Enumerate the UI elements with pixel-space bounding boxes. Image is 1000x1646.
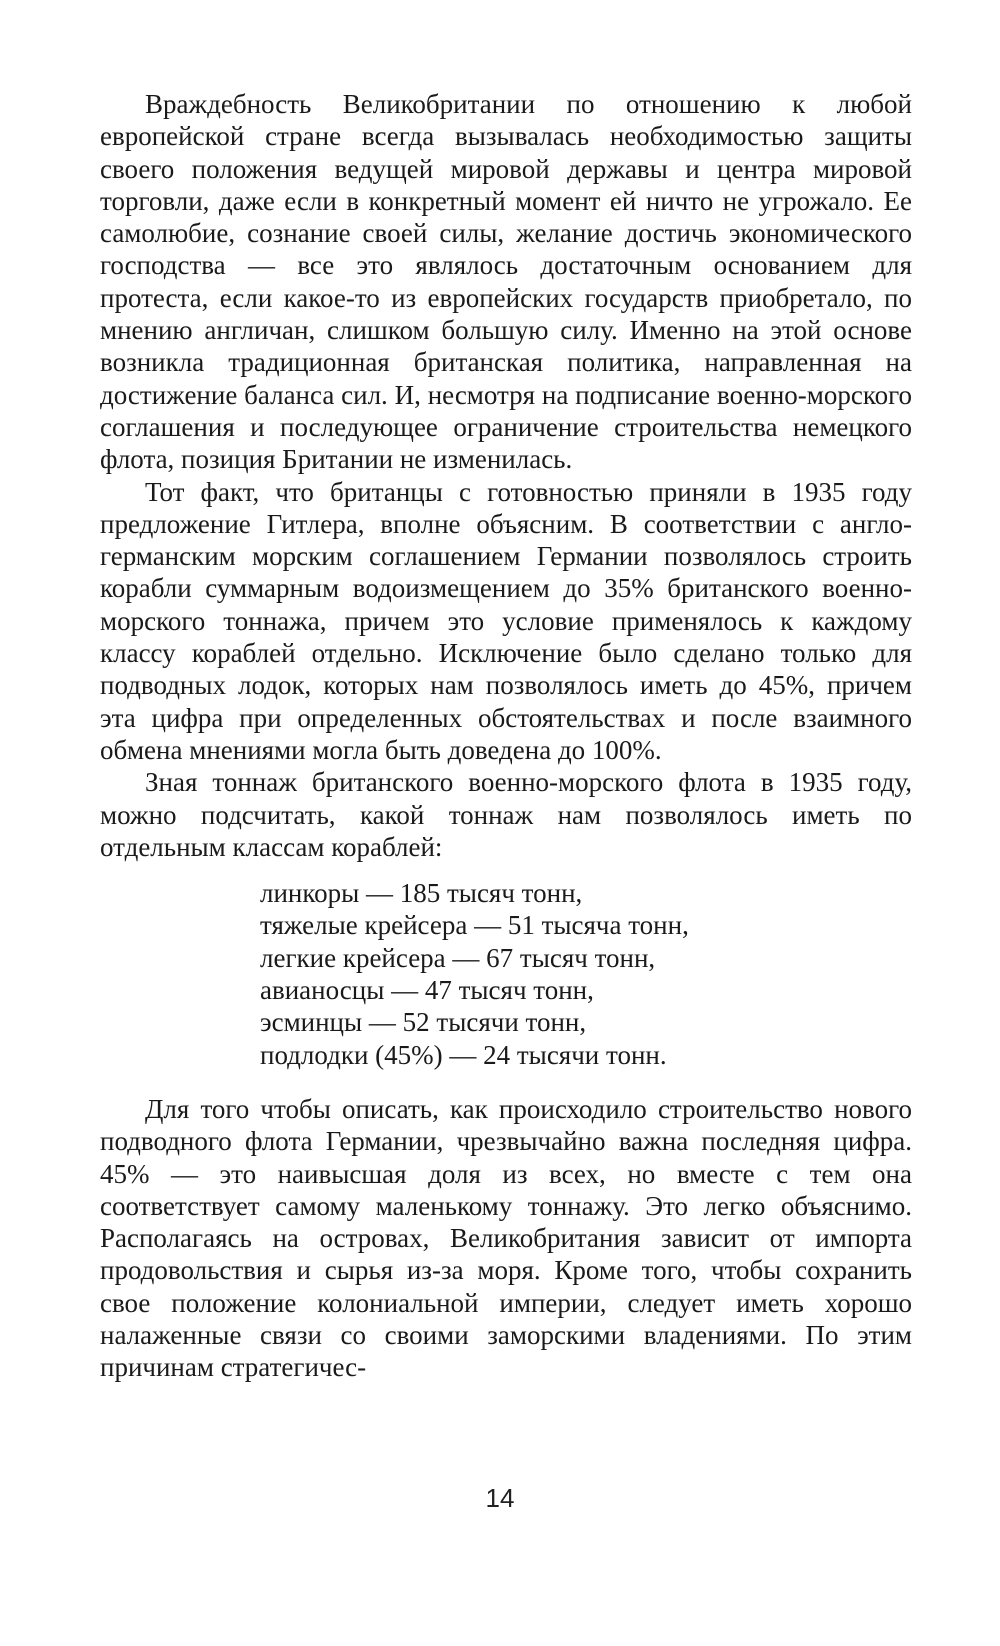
tonnage-list: [260, 877, 912, 1071]
list-item-light-cruisers: легкие крейсера — 67 тысяч тонн,: [260, 942, 656, 973]
list-item-submarines: подлодки (45%) — 24 тысячи тонн.: [260, 1039, 667, 1070]
paragraph-britain-hostility: Враждебность Великобритании по отношению к любой европейской стране всегда вызывалась необходимостью защиты своего положения ведущей мировой державы и центра мировой торговли, даже если в конкретный момент ей ничто не угрожало. Ее самолюбие, сознание своей силы, желание достичь экономического господства — все это являлось достаточным основанием для протеста, если какое-то из европейских государств приобретало, по мнению англичан, слишком большую силу. Именно на этой основе возникла традиционная британская политика, направленная на достижение баланса сил. И, несмотря на подписание военно-морского соглашения и последующее ограничение строительства немецкого флота, позиция Британии не изменилась.: [100, 89, 912, 475]
list-item-heavy-cruisers: тяжелые крейсера — 51 тысяча тонн,: [260, 910, 689, 941]
list-item-battleships: линкоры — 185 тысяч тонн,: [260, 878, 583, 909]
paragraph-naval-agreement: Тот факт, что британцы с готовностью приняли в 1935 году предложение Гитлера, вполне объясним. В соответствии с англо-германским морским соглашением Германии позволялось строить корабли суммарным водоизмещением до 35% британского военно-морского тоннажа, причем это условие применялось к каждому классу кораблей отдельно. Исключение было сделано только для подводных лодок, которых нам позволялось иметь до 45%, причем эта цифра при определенных обстоятельствах и после взаимного обмена мнениями могла быть доведена до 100%.: [100, 476, 912, 765]
list-item-carriers: авианосцы — 47 тысяч тонн,: [260, 975, 594, 1006]
page-body: [100, 88, 912, 1384]
paragraph-submarine-share: Для того чтобы описать, как происходило строительство нового подводного флота Германии, чрезвычайно важна последняя цифра. 45% — это наивысшая доля из всех, но вместе с тем она соответствует самому маленькому тоннажу. Это легко объяснимо. Располагаясь на островах, Великобритания зависит от импорта продовольствия и сырья из-за моря. Кроме того, чтобы сохранить свое положение колониальной империи, следует иметь хорошо налаженные связи со своими заморскими владениями. По этим причинам стратегичес-: [100, 1093, 912, 1383]
list-item-destroyers: эсминцы — 52 тысячи тонн,: [260, 1007, 587, 1038]
paragraph-tonnage-intro: Зная тоннаж британского военно-морского флота в 1935 году, можно подсчитать, какой тоннаж нам позволялось иметь по отдельным классам кораблей:: [100, 767, 912, 862]
page-number: 14: [485, 1483, 515, 1513]
